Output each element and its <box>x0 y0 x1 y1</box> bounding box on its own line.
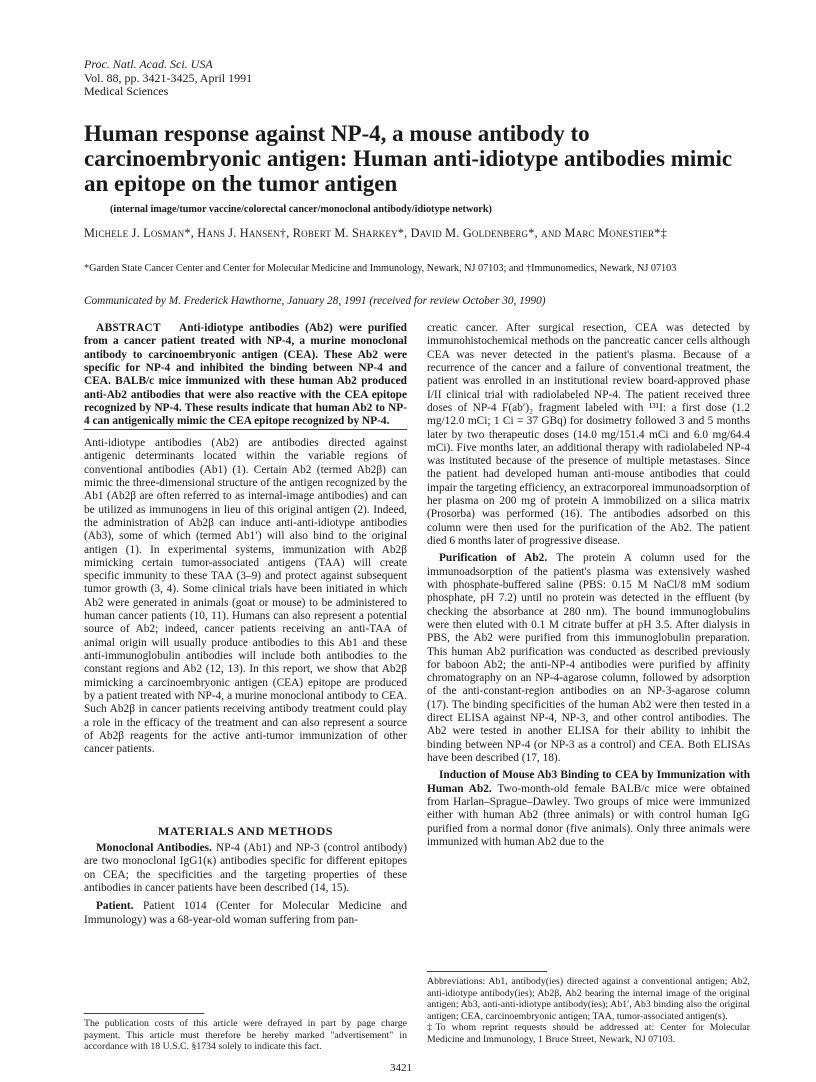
paragraph-text: The protein A column used for the immunoadsorption of the patient's plasma was extensively washed with phosphate-buffered saline (PBS: 0.15 M NaCl/8 mM sodium phosphate, pH 7.2) until no protein was detected in the effluent (by checking the absorbance at 280 nm). The bound immunoglobulins were then eluted with 0.1 M citrate buffer at pH 3.5. After dialysis in PBS, the Ab2 were purified from this immunoglobulin preparation. This human Ab2 purification was conducted as described previously for baboon Ab2; the anti-NP-4 antibodies were purified by affinity chromatography on an NP-4-agarose column, followed by adsorption of the anti-constant-region antibodies on an NP-3-agarose column (17). The binding specificities of the human Ab2 were then tested in a direct ELISA against NP-4, NP-3, and other control antibodies. The Ab2 were tested in another ELISA for their ability to inhibit the binding between NP-4 (or NP-3 as a control) and CEA. Both ELISAs have been described (17, 18). <box>427 552 750 764</box>
paragraph-text: creatic cancer. After surgical resection, CEA was detected by immunohistochemical methods on the pancreatic cancer cells although CEA was never detected in the patient's plasma. Because of a recurrence of the cancer and a failure of conventional treatment, the patient was enrolled in an institutional review board-approved phase I/II clinical trial with radiolabeled NP-4. The patient received three doses of NP-4 F(ab′)₂ fragment labeled with ¹³¹I: a first dose (1.2 mg/12.0 mCi; 1 Ci = 37 GBq) for dosimetry followed 3 and 5 months later by two therapeutic doses (14.0 mg/151.4 mCi and 6.0 mg/64.4 mCi). Five months later, an additional therapy with radiolabeled NP-4 was instituted because of the presence of multiple metastases. Since the patient had developed human anti-mouse antibodies that could impair the targeting efficiency, an extracorporeal immunoadsorption of her plasma on 200 mg of protein A immobilized on a silica matrix (Prosorba) was performed (16). The antibodies adsorbed on this column were then used for the purification of the Ab2. The patient died 6 months later of progressive disease. <box>427 322 750 547</box>
journal-name: Proc. Natl. Acad. Sci. USA <box>84 57 213 71</box>
abstract-label: ABSTRACT <box>96 322 161 334</box>
communicated-line: Communicated by M. Frederick Hawthorne, January 28, 1991 (received for review October 30, 1990) <box>84 295 546 307</box>
journal-volume: Vol. 88, pp. 3421-3425, April 1991 <box>84 70 253 85</box>
reprint-note: ‡To whom reprint requests should be addressed at: Center for Molecular Medicine and Immunology, 1 Bruce Street, Newark, NJ 07103. <box>427 1022 750 1045</box>
affiliation: *Garden State Cancer Center and Center for Molecular Medicine and Immunology, Newark, NJ 07103; and †Immunomedics, Newark, NJ 07103 <box>84 263 677 274</box>
run-in-heading: Purification of Ab2. <box>439 552 548 565</box>
abstract-divider <box>84 429 407 430</box>
journal-section: Medical Sciences <box>84 84 169 98</box>
journal-header <box>84 58 252 99</box>
article-title: Human response against NP-4, a mouse antibody to carcinoembryonic antigen: Human anti-idiotype antibodies mimic an epitope on the tumor antigen <box>84 121 733 196</box>
right-column <box>427 322 750 849</box>
paragraph-text: Patient 1014 (Center for Molecular Medicine and Immunology) was a 68-year-old woman suffering from pan- <box>84 900 407 926</box>
run-in-heading: Monoclonal Antibodies. <box>96 842 212 854</box>
footnote-divider <box>84 1013 204 1014</box>
abstract-text: Anti-idiotype antibodies (Ab2) were purified from a cancer patient treated with NP-4, a murine monoclonal antibody to carcinoembryonic antigen (CEA). These Ab2 were specific for NP-4 and inhibited the binding between NP-4 and CEA. BALB/c mice immunized with these human Ab2 produced anti-Ab2 antibodies that were also reactive with the CEA epitope recognized by NP-4. These results indicate that human Ab2 to NP-4 can antigenically mimic the CEA epitope recognized by NP-4. <box>84 322 407 428</box>
abstract <box>84 322 407 429</box>
footnote-divider <box>427 971 547 972</box>
run-in-heading: Patient. <box>96 900 134 913</box>
methods-left <box>84 842 407 927</box>
paragraph-text: NP-4 (Ab1) and NP-3 (control antibody) are two monoclonal IgG1(κ) antibodies specific for different epitopes on CEA; the specificities and the targeting properties of these antibodies in cancer patients have been described (14, 15). <box>84 842 408 894</box>
footnotes-right <box>427 976 750 1045</box>
author-list: Michele J. Losman*, Hans J. Hansen†, Robert M. Sharkey*, David M. Goldenberg*, and Marc Monestier*‡ <box>84 226 667 240</box>
paragraph-text: Two-month-old female BALB/c mice were obtained from Harlan–Sprague–Dawley. Two groups of mice were immunized either with human Ab2 (three animals) or with control human IgG purified from a normal donor (five animals). Only three animals were immunized with human Ab2 due to the <box>427 782 751 848</box>
publication-cost-note: The publication costs of this article were defrayed in part by page charge payment. This article must therefore be hereby marked "advertisement" in accordance with 18 U.S.C. §1734 solely to indicate this fact. <box>84 1018 407 1052</box>
introduction <box>84 437 407 757</box>
abbreviations-note: Abbreviations: Ab1, antibody(ies) directed against a conventional antigen; Ab2, anti-idiotype antibody(ies); Ab2β, Ab2 bearing the internal image of the original antigen; Ab3, anti-anti-idiotype antibody(ies); Ab1′, Ab3 binding also the original antigen; CEA, carcinoembryonic antigen; TAA, tumor-associated antigen(s). <box>427 976 750 1022</box>
page-number: 3421 <box>390 1062 412 1074</box>
section-heading: MATERIALS AND METHODS <box>158 824 333 838</box>
run-in-heading: Induction of Mouse Ab3 Binding to CEA by Immunization with Human Ab2. <box>427 769 750 795</box>
intro-paragraph: Anti-idiotype antibodies (Ab2) are antibodies directed against antigenic determinants located within the variable regions of conventional antibodies (Ab1) (1). Certain Ab2 (termed Ab2β) can mimic the three-dimensional structure of the antigen recognized by the Ab1 (Ab2β are often referred to as internal-image antibodies) and can be utilized as immunogens in lieu of this original antigen (2). Indeed, the administration of Ab2β can induce anti-anti-idiotype antibodies (Ab3), some of which (termed Ab1′) will also bind to the original antigen (1). In experimental systems, immunization with Ab2β mimicking certain tumor-associated antigens (TAA) will create specific immunity to these TAA (3–9) and protect against subsequent tumor growth (3, 4). Some clinical trials have been initiated in which Ab2 were generated in animals (goat or mouse) to be administered to human cancer patients (10, 11). Humans can also represent a potential source of Ab2; indeed, cancer patients receiving an anti-TAA of animal origin will usually produce antibodies to this Ab1 and these anti-immunoglobulin antibodies will include both antibodies to the constant regions and Ab2 (12, 13). In this report, we show that Ab2β mimicking a carcinoembryonic antigen (CEA) epitope are produced by a patient treated with NP-4, a murine monoclonal antibody to CEA. Such Ab2β in cancer patients receiving antibody treatment could play a role in the efficacy of the treatment and can also represent a source of Ab2β reagents for the active anti-tumor immunization of other cancer patients. <box>84 437 407 756</box>
keywords: (internal image/tumor vaccine/colorectal cancer/monoclonal antibody/idiotype network) <box>110 204 492 215</box>
